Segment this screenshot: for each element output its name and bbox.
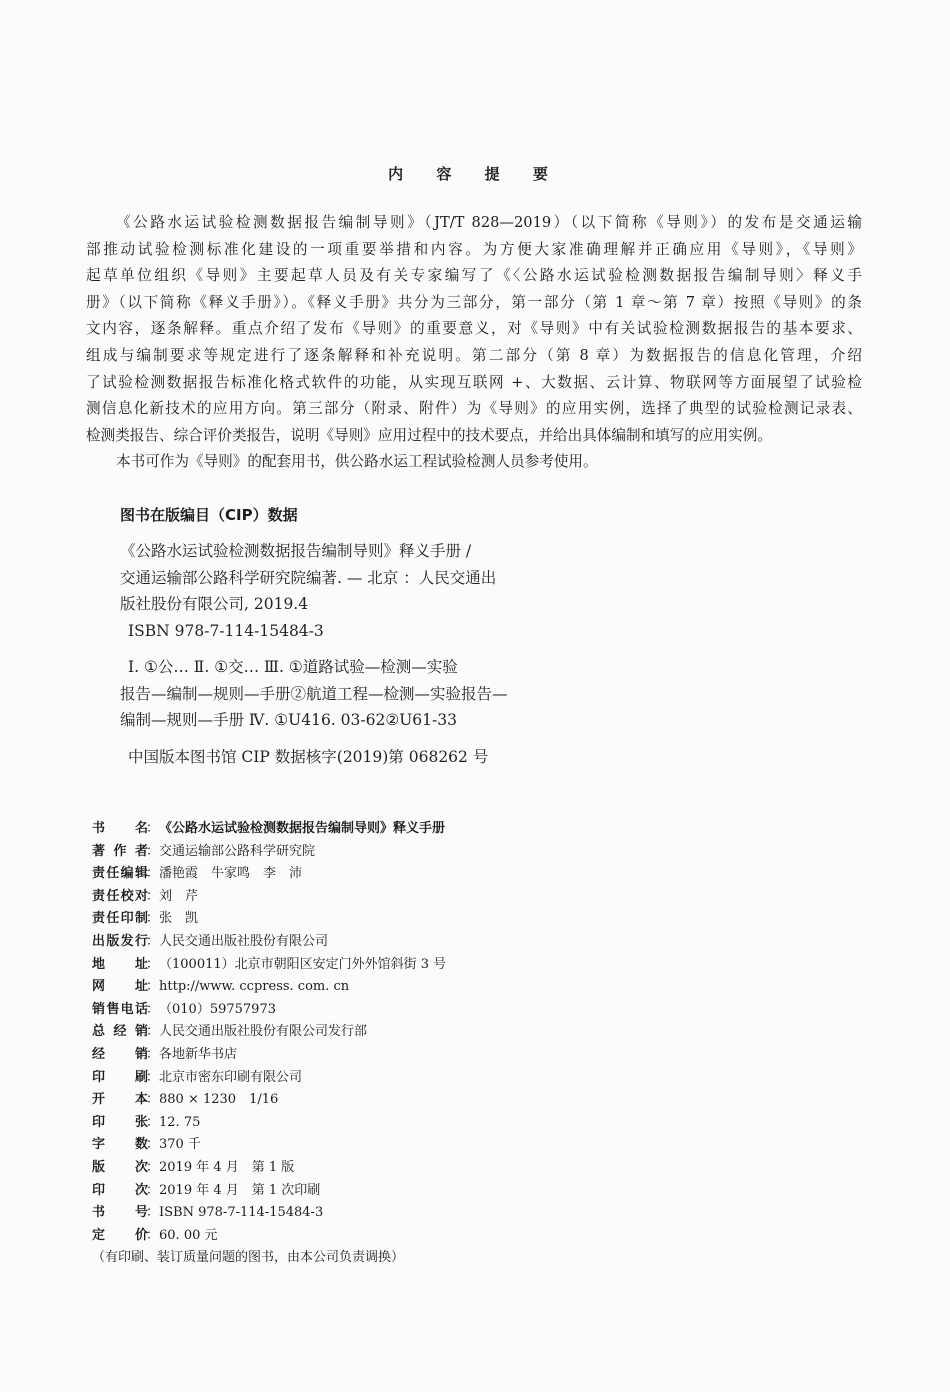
summary-line: 本书可作为《导则》的配套用书，供公路水运工程试验检测人员参考使用。 (116, 453, 598, 471)
info-colon: ： (146, 933, 160, 949)
cip-line: Ⅰ. ①公… Ⅱ. ①交… Ⅲ. ①道路试验—检测—实验 (128, 658, 458, 676)
cip-spacer (120, 734, 508, 744)
info-value: 60. 00 元 (159, 1227, 218, 1243)
info-colon: ： (146, 1159, 160, 1175)
copyright-info (92, 818, 446, 1270)
info-value: 《公路水运试验检测数据报告编制导则》释义手册 (159, 821, 446, 836)
info-label: 定 价 (92, 1227, 148, 1243)
info-row (92, 863, 446, 886)
info-value: 人民交通出版社股份有限公司发行部 (159, 1024, 368, 1040)
cip-number: 中国版本图书馆 CIP 数据核字(2019)第 068262 号 (128, 747, 489, 766)
info-row (92, 931, 446, 954)
info-row (92, 1067, 446, 1090)
info-colon: ： (146, 1069, 160, 1085)
info-row (92, 1021, 446, 1044)
summary-line: 了试验检测数据报告标准化格式软件的功能，从实现互联网 +、大数据、云计算、物联网等方面展望了试验检 (86, 373, 862, 391)
info-colon: ： (146, 1092, 160, 1108)
info-row (92, 1202, 446, 1225)
info-value: （100011）北京市朝阳区安定门外外馆斜街 3 号 (159, 956, 447, 972)
info-label: 出版发行 (92, 933, 148, 949)
info-label: 责任编辑 (92, 866, 148, 882)
info-label: 印 刷 (92, 1069, 148, 1085)
summary-line: 测信息化新技术的应用方向。第三部分（附录、附件）为《导则》的应用实例，选择了典型的试验检测记录表、 (86, 400, 862, 418)
info-colon: ： (146, 979, 160, 995)
info-colon: ： (146, 1046, 160, 1062)
info-value: 370 千 (159, 1137, 201, 1153)
info-row (92, 976, 446, 999)
cip-line: 编制—规则—手册 Ⅳ. ①U416. 03-62②U61-33 (120, 711, 457, 729)
info-row (92, 1180, 446, 1203)
info-colon: ： (146, 956, 160, 972)
info-label: 开 本 (92, 1092, 148, 1108)
cip-record (120, 538, 508, 770)
info-value: 2019 年 4 月 第 1 版 (159, 1159, 295, 1175)
info-colon: ： (146, 1205, 160, 1221)
info-label: 印 张 (92, 1114, 148, 1130)
summary-line: 检测类报告、综合评价类报告，说明《导则》应用过程中的技术要点，并给出具体编制和填写的应用实例。 (86, 426, 772, 444)
info-value: http://www. ccpress. com. cn (159, 979, 350, 995)
info-label: 书 名 (92, 821, 148, 836)
info-row (92, 999, 446, 1022)
summary-line: 《公路水运试验检测数据报告编制导则》（JT/T 828—2019）（以下简称《导则》）的发布是交通运输 (116, 214, 862, 231)
info-value: 各地新华书店 (159, 1046, 238, 1062)
info-colon: ： (146, 911, 160, 927)
info-colon: ： (146, 1182, 160, 1198)
cip-line: 报告—编制—规则—手册②航道工程—检测—实验报告— (120, 684, 508, 703)
cip-line: 交通运输部公路科学研究院编著. — 北京 ：人民交通出 (120, 568, 497, 587)
info-label: 总 经 销 (92, 1024, 148, 1040)
info-row (92, 1089, 446, 1112)
info-note: （有印刷、装订质量问题的图书，由本公司负责调换） (92, 1250, 405, 1266)
info-row (92, 1225, 446, 1248)
cip-line: 版社股份有限公司, 2019.4 (120, 595, 309, 613)
info-label: 责任校对 (92, 888, 148, 904)
info-colon: ： (146, 843, 160, 859)
info-label: 经 销 (92, 1046, 148, 1062)
info-label: 印 次 (92, 1182, 148, 1198)
info-row (92, 841, 446, 864)
cip-heading: 图书在版编目（CIP）数据 (120, 506, 298, 524)
info-value: 潘艳霞 牛家鸣 李 沛 (159, 866, 303, 882)
info-label: 网 址 (92, 979, 148, 995)
info-colon: ： (146, 888, 160, 904)
info-colon: ： (146, 821, 160, 836)
summary-line: 册》（以下简称《释义手册》）。《释义手册》共分为三部分，第一部分（第 1 章～第 7 章）按照《导则》的条 (86, 293, 862, 311)
info-colon: ： (146, 1001, 160, 1017)
info-row (92, 818, 446, 841)
info-value: ISBN 978-7-114-15484-3 (159, 1205, 324, 1221)
info-colon: ： (146, 866, 160, 882)
info-value: 2019 年 4 月 第 1 次印刷 (159, 1182, 321, 1198)
info-label: 版 次 (92, 1159, 148, 1175)
summary-line: 文内容，逐条解释。重点介绍了发布《导则》的重要意义，对《导则》中有关试验检测数据报告的基本要求、 (86, 320, 862, 338)
info-colon: ： (146, 1024, 160, 1040)
info-label: 销售电话 (92, 1001, 148, 1017)
cip-spacer (120, 644, 508, 654)
info-row (92, 1044, 446, 1067)
info-label: 著 作 者 (92, 843, 148, 859)
summary-body (86, 210, 862, 476)
summary-line: 起草单位组织《导则》主要起草人员及有关专家编写了《〈公路水运试验检测数据报告编制导则〉释义手 (86, 267, 862, 285)
info-row (92, 954, 446, 977)
info-label: 书 号 (92, 1205, 148, 1221)
summary-title: 内 容 提 要 (388, 165, 562, 183)
info-colon: ： (146, 1227, 160, 1243)
cip-line: 《公路水运试验检测数据报告编制导则》释义手册 / (120, 542, 472, 560)
info-value: 880 × 1230 1/16 (159, 1092, 279, 1108)
info-value: 交通运输部公路科学研究院 (159, 843, 316, 859)
info-value: 北京市密东印刷有限公司 (159, 1069, 303, 1085)
info-colon: ： (146, 1114, 160, 1130)
info-row (92, 886, 446, 909)
info-row (92, 1134, 446, 1157)
info-value: 人民交通出版社股份有限公司 (159, 933, 329, 949)
info-row (92, 908, 446, 931)
info-label: 地 址 (92, 956, 148, 972)
info-value: 张 凯 (159, 911, 199, 927)
info-row (92, 1112, 446, 1135)
summary-line: 部推动试验检测标准化建设的一项重要举措和内容。为方便大家准确理解并正确应用《导则》，《导则》 (86, 240, 862, 258)
info-value: 12. 75 (159, 1114, 201, 1130)
info-label: 责任印制 (92, 911, 148, 927)
info-label: 字 数 (92, 1137, 148, 1153)
cip-isbn: ISBN 978-7-114-15484-3 (128, 621, 324, 640)
info-value: 刘 芹 (159, 888, 199, 904)
info-colon: ： (146, 1137, 160, 1153)
info-row (92, 1157, 446, 1180)
info-value: （010）59757973 (159, 1001, 276, 1017)
summary-line: 组成与编制要求等规定进行了逐条解释和补充说明。第二部分（第 8 章）为数据报告的信息化管理，介绍 (86, 346, 862, 364)
